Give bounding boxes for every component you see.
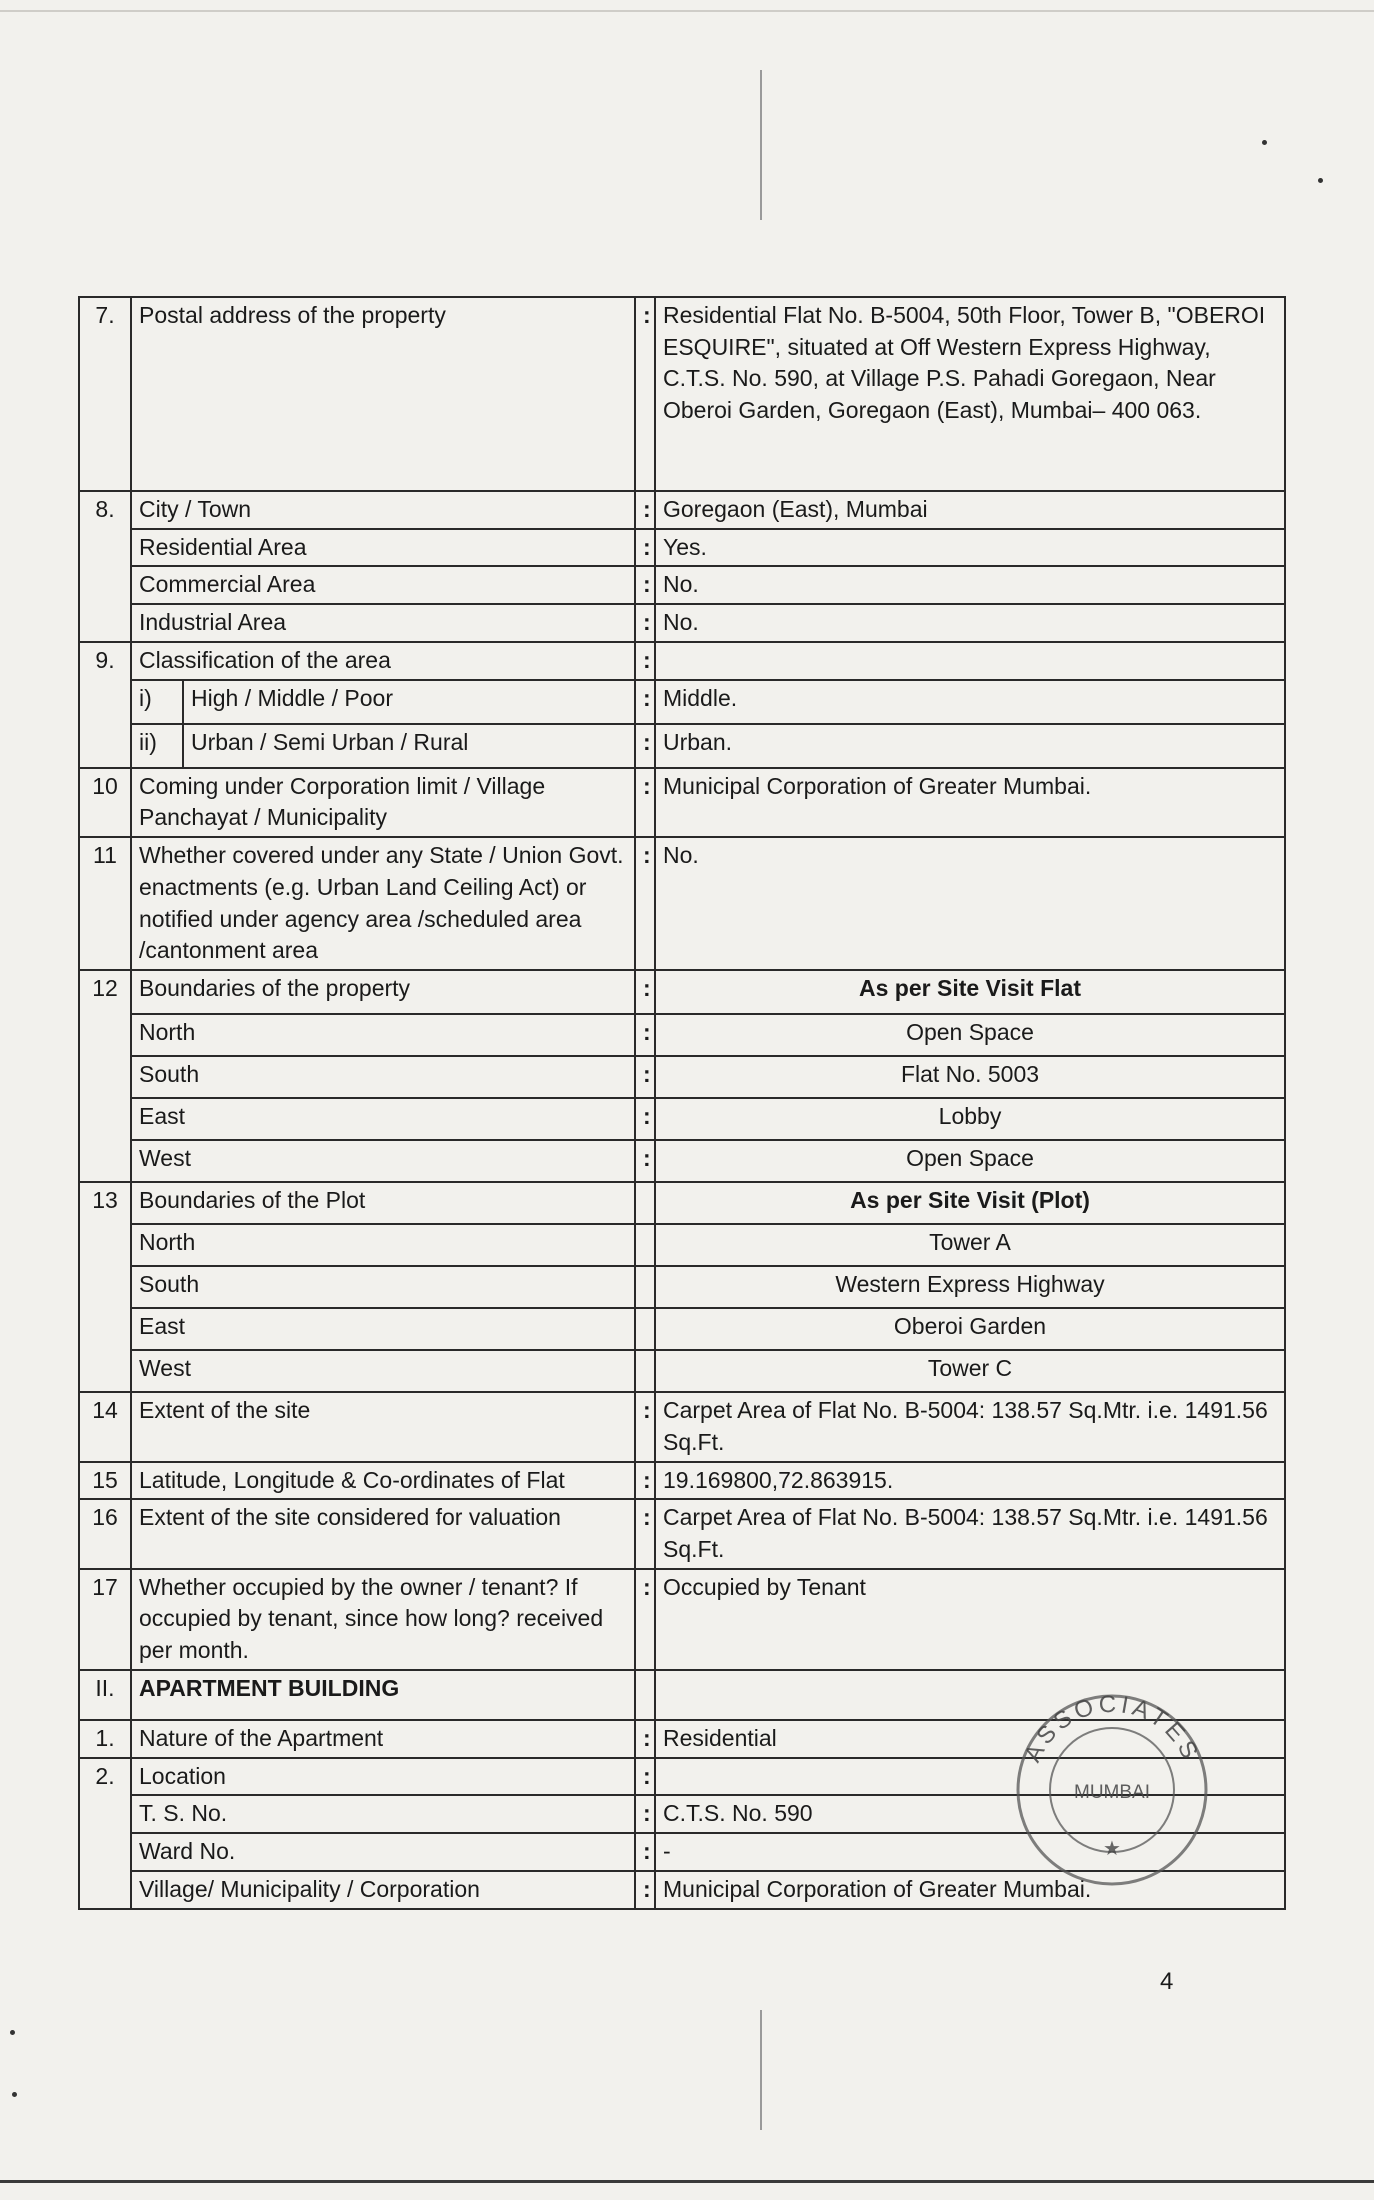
row-value: Oberoi Garden	[655, 1308, 1285, 1350]
colon: :	[635, 837, 655, 970]
row-value: No.	[655, 566, 1285, 604]
speck	[10, 2030, 15, 2035]
row-number: 7.	[79, 297, 131, 491]
row-value: As per Site Visit (Plot)	[655, 1182, 1285, 1224]
row-value: Flat No. 5003	[655, 1056, 1285, 1098]
colon: :	[635, 970, 655, 1014]
row-label: Urban / Semi Urban / Rural	[183, 724, 635, 768]
colon: :	[635, 768, 655, 837]
sub-item-number: i)	[131, 680, 183, 724]
row-number: 2.	[79, 1758, 131, 1909]
row-label: Commercial Area	[131, 566, 635, 604]
row-label: Boundaries of the property	[131, 970, 635, 1014]
row-label: Coming under Corporation limit / Village Panchayat / Municipality	[131, 768, 635, 837]
table-row	[79, 1462, 1285, 1500]
row-label: Whether covered under any State / Union Govt. enactments (e.g. Urban Land Ceiling Act) or notified under agency area /scheduled area /cantonment area	[131, 837, 635, 970]
company-stamp	[1012, 1690, 1212, 1890]
row-label: South	[131, 1056, 635, 1098]
row-value: Lobby	[655, 1098, 1285, 1140]
row-label: Postal address of the property	[131, 297, 635, 491]
row-label: Residential Area	[131, 529, 635, 567]
colon: :	[635, 1014, 655, 1056]
row-number: 1.	[79, 1720, 131, 1758]
colon: :	[635, 1140, 655, 1182]
table-row	[79, 1569, 1285, 1670]
row-number: 15	[79, 1462, 131, 1500]
colon: :	[635, 1795, 655, 1833]
row-label: Latitude, Longitude & Co-ordinates of Flat	[131, 1462, 635, 1500]
row-value: Open Space	[655, 1014, 1285, 1056]
speck	[1262, 140, 1267, 145]
row-value: Carpet Area of Flat No. B-5004: 138.57 Sq.Mtr. i.e. 1491.56 Sq.Ft.	[655, 1499, 1285, 1568]
row-value: -	[655, 1833, 1285, 1871]
section-number: II.	[79, 1670, 131, 1720]
table-row	[79, 1182, 1285, 1224]
table-row	[79, 1224, 1285, 1266]
row-label: South	[131, 1266, 635, 1308]
row-number: 14	[79, 1392, 131, 1461]
row-label: T. S. No.	[131, 1795, 635, 1833]
row-label: Whether occupied by the owner / tenant? If occupied by tenant, since how long? received per month.	[131, 1569, 635, 1670]
table-row	[79, 491, 1285, 529]
row-value: No.	[655, 837, 1285, 970]
colon: :	[635, 1056, 655, 1098]
row-number: 16	[79, 1499, 131, 1568]
colon: :	[635, 724, 655, 768]
valuation-table	[78, 296, 1286, 1910]
colon: :	[635, 566, 655, 604]
row-value: Middle.	[655, 680, 1285, 724]
row-number: 8.	[79, 491, 131, 642]
row-number: 10	[79, 768, 131, 837]
page-edge-top	[0, 10, 1374, 12]
row-number: 11	[79, 837, 131, 970]
colon	[635, 1224, 655, 1266]
table-row	[79, 837, 1285, 970]
colon: :	[635, 1569, 655, 1670]
row-value: Residential Flat No. B-5004, 50th Floor, Tower B, "OBEROI ESQUIRE", situated at Off Western Express Highway, C.T.S. No. 590, at Village P.S. Pahadi Goregaon, Near Oberoi Garden, Goregaon (East), Mumbai– 400 063.	[655, 297, 1285, 491]
table-row	[79, 1014, 1285, 1056]
row-value: Yes.	[655, 529, 1285, 567]
colon	[635, 1350, 655, 1392]
row-label: Ward No.	[131, 1833, 635, 1871]
row-value: Residential	[655, 1720, 1285, 1758]
row-value: Tower C	[655, 1350, 1285, 1392]
table-row	[79, 970, 1285, 1014]
table-row	[79, 1266, 1285, 1308]
colon	[635, 1308, 655, 1350]
row-label: North	[131, 1224, 635, 1266]
colon	[635, 1266, 655, 1308]
table-row	[79, 1098, 1285, 1140]
row-value: Carpet Area of Flat No. B-5004: 138.57 Sq.Mtr. i.e. 1491.56 Sq.Ft.	[655, 1392, 1285, 1461]
page-number: 4	[1160, 1968, 1174, 1995]
row-number: 13	[79, 1182, 131, 1392]
row-label: Extent of the site	[131, 1392, 635, 1461]
colon: :	[635, 529, 655, 567]
row-label: East	[131, 1308, 635, 1350]
row-label: Industrial Area	[131, 604, 635, 642]
colon: :	[635, 642, 655, 680]
row-value: Municipal Corporation of Greater Mumbai.	[655, 1871, 1285, 1909]
row-value: 19.169800,72.863915.	[655, 1462, 1285, 1500]
row-number: 9.	[79, 642, 131, 768]
row-value: No.	[655, 604, 1285, 642]
table-row	[79, 1308, 1285, 1350]
table-row	[79, 1392, 1285, 1461]
row-value: As per Site Visit Flat	[655, 970, 1285, 1014]
row-value: Tower A	[655, 1224, 1285, 1266]
row-label: Village/ Municipality / Corporation	[131, 1871, 635, 1909]
row-value: Urban.	[655, 724, 1285, 768]
row-value: Occupied by Tenant	[655, 1569, 1285, 1670]
table-row	[79, 680, 1285, 724]
colon: :	[635, 297, 655, 491]
colon: :	[635, 1833, 655, 1871]
table-row	[79, 1140, 1285, 1182]
table-row	[79, 529, 1285, 567]
table-row	[79, 1350, 1285, 1392]
colon: :	[635, 604, 655, 642]
row-label: Boundaries of the Plot	[131, 1182, 635, 1224]
row-value: Western Express Highway	[655, 1266, 1285, 1308]
row-label: Location	[131, 1758, 635, 1796]
table-row	[79, 604, 1285, 642]
colon: :	[635, 1720, 655, 1758]
row-number: 17	[79, 1569, 131, 1670]
table-row	[79, 1056, 1285, 1098]
row-number: 12	[79, 970, 131, 1182]
table-row	[79, 1499, 1285, 1568]
row-value: Open Space	[655, 1140, 1285, 1182]
svg-text:★: ★	[1103, 1838, 1121, 1860]
row-value: Goregaon (East), Mumbai	[655, 491, 1285, 529]
row-value: C.T.S. No. 590	[655, 1795, 1285, 1833]
fold-line	[760, 70, 762, 220]
row-label: East	[131, 1098, 635, 1140]
speck	[12, 2092, 17, 2097]
table-row	[79, 566, 1285, 604]
colon: :	[635, 1871, 655, 1909]
row-value: Municipal Corporation of Greater Mumbai.	[655, 768, 1285, 837]
row-label: Nature of the Apartment	[131, 1720, 635, 1758]
colon: :	[635, 1758, 655, 1796]
table-row	[79, 724, 1285, 768]
stamp-city: MUMBAI	[1074, 1782, 1150, 1803]
row-label: Extent of the site considered for valuation	[131, 1499, 635, 1568]
row-label: Classification of the area	[131, 642, 635, 680]
section-heading: APARTMENT BUILDING	[131, 1670, 635, 1720]
colon: :	[635, 1392, 655, 1461]
colon	[635, 1182, 655, 1224]
colon: :	[635, 1098, 655, 1140]
row-value	[655, 642, 1285, 680]
table-row	[79, 768, 1285, 837]
table-row	[79, 642, 1285, 680]
stamp-text: ASSOCIATES	[1019, 1690, 1205, 1767]
row-label: West	[131, 1140, 635, 1182]
speck	[1318, 178, 1323, 183]
colon	[635, 1670, 655, 1720]
row-label: High / Middle / Poor	[183, 680, 635, 724]
page-edge-bottom	[0, 2180, 1374, 2183]
colon: :	[635, 1499, 655, 1568]
table-row	[79, 297, 1285, 491]
row-label: West	[131, 1350, 635, 1392]
row-label: City / Town	[131, 491, 635, 529]
colon: :	[635, 1462, 655, 1500]
fold-line-bottom	[760, 2010, 762, 2130]
sub-item-number: ii)	[131, 724, 183, 768]
row-label: North	[131, 1014, 635, 1056]
colon: :	[635, 680, 655, 724]
colon: :	[635, 491, 655, 529]
